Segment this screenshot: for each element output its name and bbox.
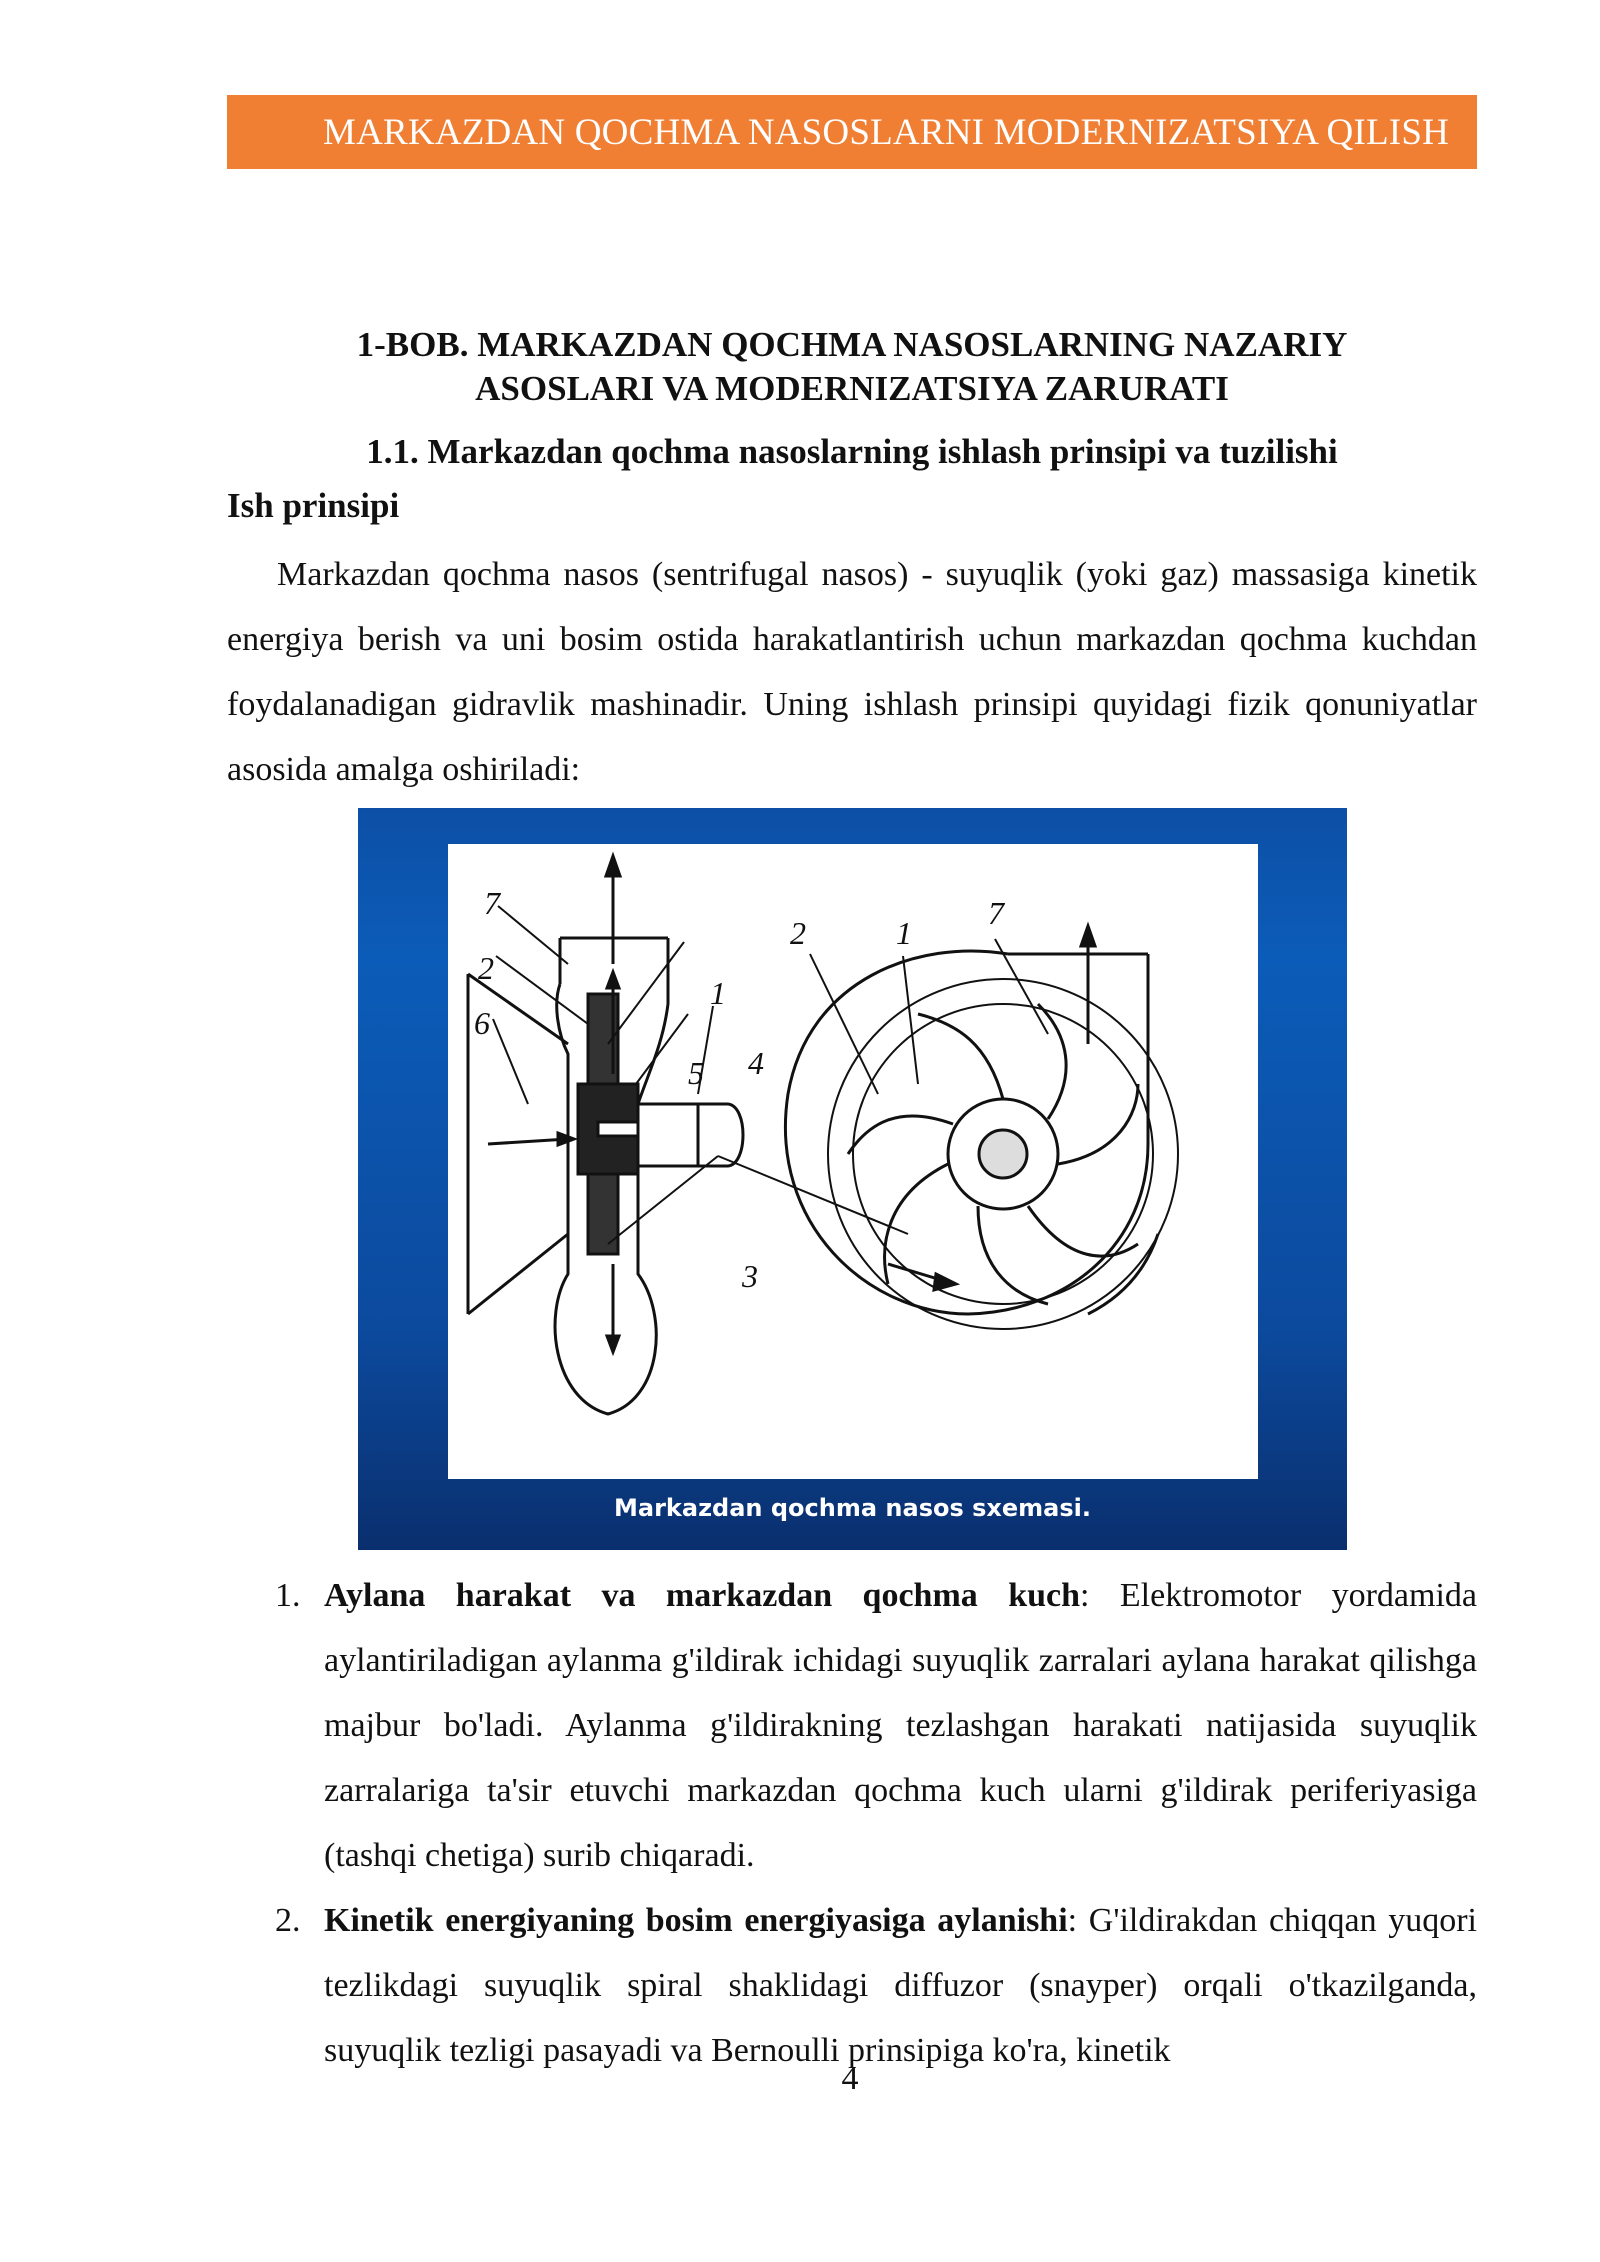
running-header — [227, 95, 1477, 169]
pump-diagram — [448, 844, 1258, 1479]
figure-caption: Markazdan qochma nasos sxemasi. — [614, 1494, 1091, 1522]
list-item-term: Kinetik energiyaning bosim energiyasiga aylanishi — [324, 1902, 1068, 1939]
label-1-right: 1 — [896, 915, 912, 951]
cross-section-view — [468, 856, 743, 1414]
list-item-number: 1. — [275, 1577, 301, 1614]
sub-heading: Ish prinsipi — [227, 486, 400, 525]
chapter-title — [227, 323, 1477, 411]
list-item — [227, 1888, 1477, 2083]
chapter-title-line-2: ASOSLARI VA MODERNIZATSIYA ZARURATI — [475, 369, 1229, 408]
label-6-left: 6 — [474, 1005, 490, 1041]
label-2-left: 2 — [478, 950, 494, 986]
label-7-right: 7 — [988, 895, 1004, 931]
list-item — [227, 1563, 1477, 1888]
label-7-left: 7 — [484, 885, 500, 921]
list-item-number: 2. — [275, 1902, 301, 1939]
label-4-left: 4 — [748, 1045, 764, 1081]
pump-diagram-figure — [358, 808, 1347, 1550]
label-2-right: 2 — [790, 915, 806, 951]
intro-paragraph: Markazdan qochma nasos (sentrifugal nasos) - suyuqlik (yoki gaz) massasiga kinetik energiya berish va uni bosim ostida harakatlantirish uchun markazdan qochma kuchdan foydalanadigan gidravlik mashinadir. Uning ishlash prinsipi quyidagi fizik qonuniyatlar asosida amalga oshiriladi: — [227, 556, 1477, 788]
list-item-term: Aylana harakat va markazdan qochma kuch — [324, 1577, 1081, 1614]
label-5-left: 5 — [688, 1055, 704, 1091]
diagram-canvas — [448, 844, 1258, 1479]
label-3-left: 3 — [742, 1258, 758, 1294]
list-item-text: : Elektromotor yordamida aylantiriladigan aylanma g'ildirak ichidagi suyuqlik zarralari aylana harakat qilishga majbur bo'ladi. Aylanma g'ildirakning tezlashgan harakati natijasida suyuqlik zarralariga ta'sir etuvchi markazdan qochma kuch ularni g'ildirak periferiyasiga (tashqi chetiga) surib chiqaradi. — [324, 1577, 1477, 1874]
page-number: 4 — [841, 2060, 859, 2097]
principle-list — [227, 1563, 1477, 2083]
front-view — [785, 926, 1178, 1329]
list-item-text: : G'ildirakdan chiqqan yuqori tezlikdagi suyuqlik spiral shaklidagi diffuzor (snayper) orqali o'tkazilganda, suyuqlik tezligi pasayadi va Bernoulli prinsipiga ko'ra, kinetik — [324, 1902, 1477, 2069]
header-title: MARKAZDAN QOCHMA NASOSLARNI MODERNIZATSIYA QILISH — [323, 112, 1450, 153]
label-1-left: 1 — [710, 975, 726, 1011]
right-view-labels — [790, 895, 1006, 951]
chapter-title-line-1: 1-BOB. MARKAZDAN QOCHMA NASOSLARNING NAZARIY — [356, 325, 1348, 364]
section-title: 1.1. Markazdan qochma nasoslarning ishlash prinsipi va tuzilishi — [366, 432, 1338, 471]
